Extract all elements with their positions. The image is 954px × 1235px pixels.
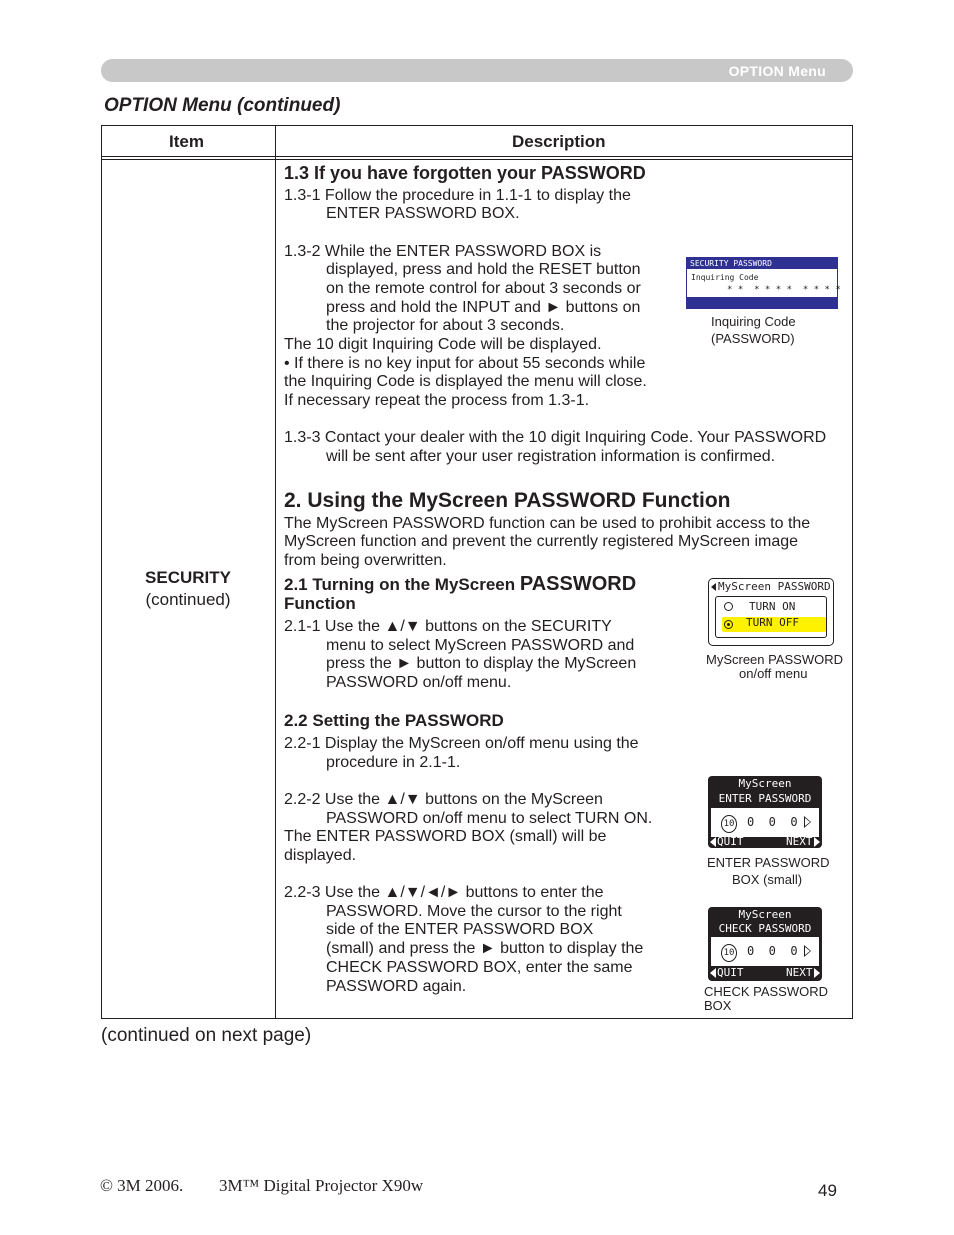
option-list xyxy=(715,596,827,638)
security-password-screen xyxy=(686,257,841,309)
para-2-2-3: 2.2-3 Use the ▲/▼/◄/► buttons to enter the xyxy=(284,884,604,901)
header-rule-double xyxy=(101,159,853,160)
caption-enter: BOX (small) xyxy=(732,872,803,887)
heading-2-2: 2.2 Setting the PASSWORD xyxy=(284,711,504,730)
para-1-3-1-cont: ENTER PASSWORD BOX. xyxy=(326,205,520,222)
para-2-2-2b: The ENTER PASSWORD BOX (small) will be xyxy=(284,828,607,845)
caption-check: BOX xyxy=(704,998,732,1013)
para-2-1-1-cont: PASSWORD on/off menu. xyxy=(326,674,512,691)
caption-check: CHECK PASSWORD xyxy=(704,984,828,999)
para-2-intro: The MyScreen PASSWORD function can be used to prohibit access to the xyxy=(284,515,811,532)
para-2-2-2-cont: PASSWORD on/off menu to select TURN ON. xyxy=(326,810,653,827)
heading-2: 2. Using the MyScreen PASSWORD Function xyxy=(284,489,731,512)
column-header-description: Description xyxy=(512,132,606,151)
para-2-2-3-cont: side of the ENTER PASSWORD BOX xyxy=(326,921,594,938)
option-turn-off: TURN OFF xyxy=(746,616,799,629)
item-note: (continued) xyxy=(145,590,231,609)
para-1-3-3: 1.3-3 Contact your dealer with the 10 digit Inquiring Code. Your PASSWORD xyxy=(284,429,827,446)
back-arrow-icon xyxy=(711,583,716,591)
next-arrow-inner xyxy=(805,818,810,826)
para-2-1-1-cont: menu to select MyScreen PASSWORD and xyxy=(326,637,635,654)
column-divider xyxy=(275,125,276,1019)
next-arrow-inner xyxy=(805,947,810,955)
menu-title: MyScreen PASSWORD xyxy=(718,580,831,593)
para-inquiring: The 10 digit Inquiring Code will be displayed. xyxy=(284,336,602,353)
next-arrow-icon xyxy=(814,837,820,847)
radio-selected-icon xyxy=(724,620,733,629)
para-2-2-2: 2.2-2 Use the ▲/▼ buttons on the MyScreen xyxy=(284,791,603,808)
para-inquiring: If necessary repeat the process from 1.3-1. xyxy=(284,392,590,409)
inquiring-code-label: Inquiring Code xyxy=(691,273,759,282)
heading-2-1-b: PASSWORD xyxy=(519,573,637,595)
heading-1-3: 1.3 If you have forgotten your PASSWORD xyxy=(284,163,646,183)
column-header-item: Item xyxy=(169,132,204,151)
heading-2-1-c: Function xyxy=(284,594,356,613)
para-2-1-1-cont: press the ► button to display the MyScreen xyxy=(326,655,637,672)
screen-title: SECURITY PASSWORD xyxy=(687,258,837,269)
box-title-line2: CHECK PASSWORD xyxy=(718,922,812,935)
next-arrow-icon xyxy=(804,945,811,957)
para-2-2-2b: displayed. xyxy=(284,847,357,864)
para-2-2-1-cont: procedure in 2.1-1. xyxy=(326,754,461,771)
check-password-box xyxy=(708,907,822,981)
screen-footer xyxy=(687,297,837,308)
page-number: 49 xyxy=(818,1181,837,1200)
para-inquiring: the Inquiring Code is displayed the menu will close. xyxy=(284,373,647,390)
quit-arrow-icon xyxy=(710,837,716,847)
quit-label: QUIT xyxy=(717,835,744,848)
para-2-intro: from being overwritten. xyxy=(284,552,447,569)
caption-inquiring: Inquiring Code xyxy=(711,314,796,329)
para-2-1-1: 2.1-1 Use the ▲/▼ buttons on the SECURITY xyxy=(284,618,612,635)
digit-cursor: 10 xyxy=(721,815,737,833)
heading-2-1-a: 2.1 Turning on the MyScreen xyxy=(284,575,516,594)
para-2-2-3-cont: (small) and press the ► button to display the xyxy=(326,940,644,957)
inquiring-code-value: * * * * * * * * * * xyxy=(727,285,841,295)
quit-arrow-icon xyxy=(710,968,716,978)
next-arrow-icon xyxy=(804,816,811,828)
para-1-3-2-cont: press and hold the INPUT and ► buttons on xyxy=(326,299,641,316)
heading-2-1 xyxy=(284,573,636,596)
next-arrow-icon xyxy=(814,968,820,978)
para-2-intro: MyScreen function and prevent the currently registered MyScreen image xyxy=(284,533,799,550)
caption-enter: ENTER PASSWORD xyxy=(707,855,830,870)
next-label: NEXT xyxy=(786,966,813,979)
para-1-3-1: 1.3-1 Follow the procedure in 1.1-1 to display the xyxy=(284,187,631,204)
para-2-2-1: 2.2-1 Display the MyScreen on/off menu using the xyxy=(284,735,639,752)
para-1-3-2-cont: the projector for about 3 seconds. xyxy=(326,317,565,334)
para-1-3-3-cont: will be sent after your user registration information is confirmed. xyxy=(326,448,776,465)
box-title-line1: MyScreen xyxy=(738,908,792,921)
digit-values: 0 0 0 xyxy=(747,944,798,958)
para-2-2-3-cont: PASSWORD again. xyxy=(326,978,467,995)
myscreen-password-menu xyxy=(708,578,834,646)
caption-inquiring: (PASSWORD) xyxy=(711,331,795,346)
digit-field xyxy=(711,937,819,966)
item-name: SECURITY xyxy=(145,568,231,587)
digit-values: 0 0 0 xyxy=(747,815,798,829)
enter-password-box xyxy=(708,776,822,848)
para-2-2-3-cont: PASSWORD. Move the cursor to the right xyxy=(326,903,622,920)
footer-product: 3M™ Digital Projector X90w xyxy=(219,1176,424,1195)
para-inquiring: • If there is no key input for about 55 seconds while xyxy=(284,355,646,372)
box-title-line2: ENTER PASSWORD xyxy=(718,792,812,805)
quit-label: QUIT xyxy=(717,966,744,979)
digit-cursor: 10 xyxy=(721,944,737,962)
continued-note: (continued on next page) xyxy=(101,1025,312,1046)
option-turn-on: TURN ON xyxy=(749,600,796,613)
digit-field xyxy=(711,808,819,837)
radio-off-icon xyxy=(724,602,733,611)
caption-myscreen: on/off menu xyxy=(739,666,808,681)
para-1-3-2-cont: on the remote control for about 3 seconds or xyxy=(326,280,641,297)
para-1-3-2-cont: displayed, press and hold the RESET button xyxy=(326,261,641,278)
caption-myscreen: MyScreen PASSWORD xyxy=(706,652,844,667)
header-rule xyxy=(101,156,853,157)
next-label: NEXT xyxy=(786,835,813,848)
footer-copyright: © 3M 2006. xyxy=(100,1176,184,1195)
para-1-3-2: 1.3-2 While the ENTER PASSWORD BOX is xyxy=(284,243,602,260)
para-2-2-3-cont: CHECK PASSWORD BOX, enter the same xyxy=(326,959,633,976)
box-title-line1: MyScreen xyxy=(738,777,792,790)
section-label: OPTION Menu xyxy=(728,63,826,79)
page-title: OPTION Menu (continued) xyxy=(104,95,341,116)
